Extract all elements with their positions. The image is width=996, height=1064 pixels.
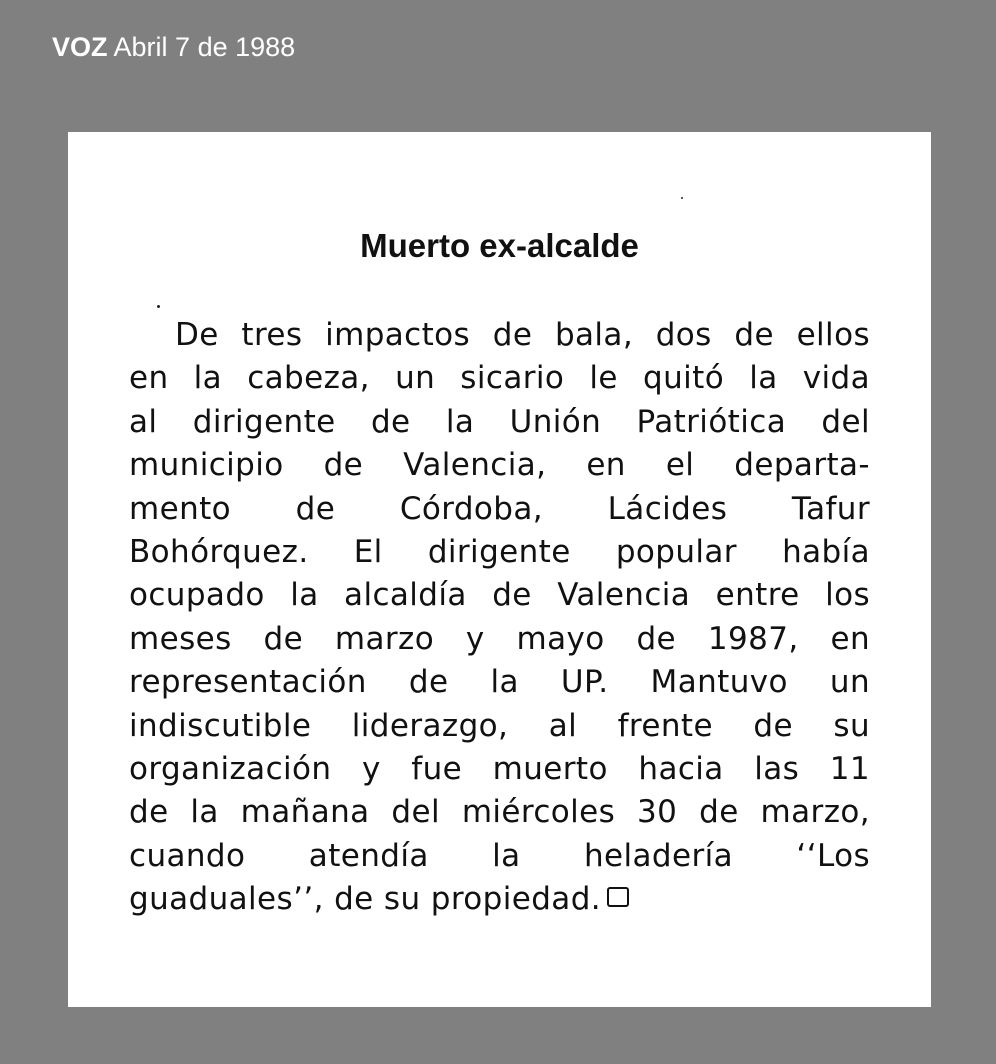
article-headline: Muerto ex-alcalde [360, 227, 639, 264]
publication-date: Abril 7 de 1988 [113, 32, 296, 62]
article-line: ocupado la alcaldía de Valencia entre los [129, 577, 870, 614]
stray-speck [157, 305, 160, 308]
stray-speck [681, 197, 683, 199]
publication-name: VOZ [52, 32, 108, 62]
article-line: Bohórquez. El dirigente popular había [129, 533, 870, 570]
article-line: meses de marzo y mayo de 1987, en [129, 620, 870, 657]
article-last-line [129, 878, 870, 921]
article-line: representación de la UP. Mantuvo un [129, 664, 870, 701]
article-line: organización y fue muerto hacia las 11 [129, 750, 870, 787]
clipping-caption [52, 34, 295, 61]
article-line: indiscutible liderazgo, al frente de su [129, 707, 870, 744]
article-line: mento de Córdoba, Lácides Tafur [129, 490, 870, 527]
end-of-article-box-icon [607, 887, 629, 907]
article-line: al dirigente de la Unión Patriótica del [129, 403, 870, 440]
article-line: cuando atendía la heladería ‘‘Los [129, 837, 870, 874]
article-line: de la mañana del miércoles 30 de marzo, [129, 794, 870, 831]
article-line: guaduales’’, de su propiedad. [129, 881, 602, 918]
newspaper-clipping [68, 132, 931, 1007]
article-line: municipio de Valencia, en el departa- [129, 447, 870, 484]
article-line: en la cabeza, un sicario le quitó la vida [129, 360, 870, 397]
article-line: De tres impactos de bala, dos de ellos [175, 317, 870, 353]
article-body [129, 314, 870, 921]
